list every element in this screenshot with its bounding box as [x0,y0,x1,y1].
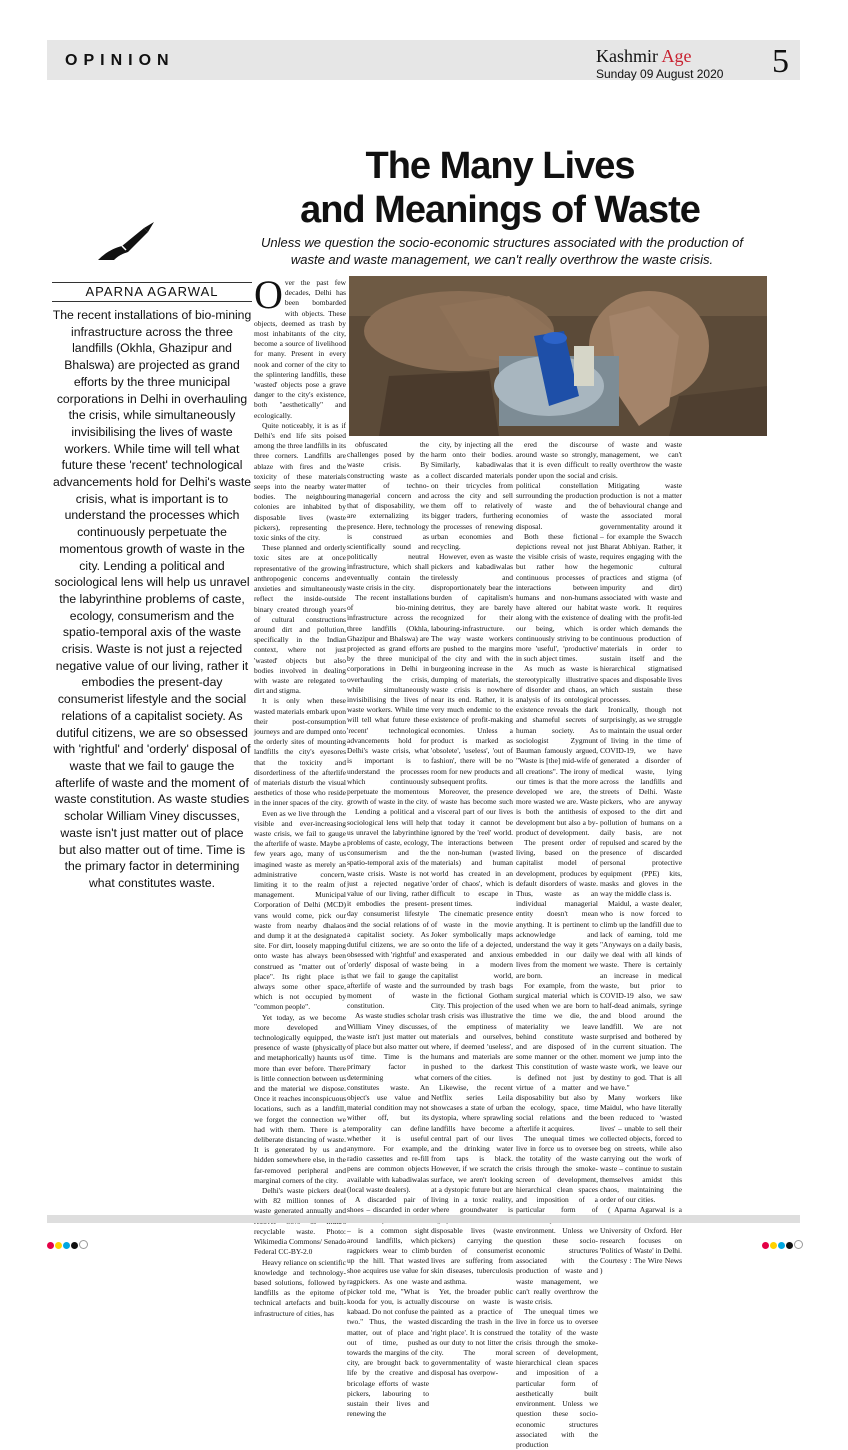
footer-dots-right [762,1236,804,1246]
color-dot [63,1242,70,1249]
headline-line-2: and Meanings of Waste [300,189,700,231]
drop-cap: O [254,272,283,317]
pen-in-hand-icon [96,222,156,262]
article-paragraph: The unequal times we live in force us to oversee the totality of the waste crisis through the smoke-screen of development, hierarchical clean spaces and imposition of a particular form of aesthetically built environment. Unless we question these socio-economic structures associated with the production [516,1307,598,1449]
article-paragraph: city, by injecting all the harm onto their bodies. Similarly, kabadiwalas collect discarded materials on their tricycles from across the city and sell them off to relatively bigger traders, furthering the processes of renewing urban economies and recycling. [431,440,513,552]
pull-quote: The recent installations of bio-mining infrastructure across the three landfills (Okhla, Ghazipur and Bhalswa) are projected as grand efforts by the three municipal corporations in Delhi in overhauling the crisis, while simultaneously invisibilising the lives of waste workers. While time will tell what future these 'recent' technological advancements hold for Delhi's waste crisis, what is important is to understand the processes which continuously perpetuate the momentous growth of waste in the city. Lending a political and sociological lens will help us unravel the labyrinthine problems of caste, ecology, consumerism and the spatio-temporal axis of the waste crisis. Waste is not just a rejected negative value of our living, rather it embodies the present-day consumerist lifestyle and the social relations of a capitalist society. As dutiful citizens, we are so obsessed with 'rightful' and 'orderly' disposal of waste that we fail to gauge the afterlife of waste and the moment of waste constitution. As waste studies scholar William Viney discusses, waste isn't just matter out of place but also matter out of time. Time is the primary factor in determining what constitutes waste. [52,308,252,890]
article-paragraph: As much as waste is stereotypically illustrative of disorder and chaos, an analysis of its ontological existence reveals the dark and shameful secrets of human society. As sociologist Zygmunt Bauman famously argued, "Waste is [the] mid-wife of all creations". The irony of our times is that the more developed we are, the more wasted we are. Waste is both the antithesis of development but also a by-product of development. [516,664,598,837]
masthead-date: Sunday 09 August 2020 [596,67,724,81]
article-column-2 [347,440,429,1419]
article-paragraph: Likewise, the recent Netflix series Leila showcases a state of urban dystopia, where sprawling landfills have become a central part of our lives and the drinking water from taps is black. However, if we scratch the surface, we aren't looking at a dystopic future but are living in a toxic reality, where groundwater is disposable lives (waste pickers) carrying the burden of consumerist lives are suffering from skin diseases, tuberculosis and asthma. [431,1082,513,1286]
article-paragraph: For example, from the surgical material which is used when we are born to the time we die, the materiality we leave behind constitute waste and are disposed of in some manner or the other. This constitution of waste is defined not just by virtue of a matter and disposability but also by the ecology, space, time social relations and the afterlife it acquires. [516,980,598,1133]
section-label: OPINION [65,52,175,69]
footer-dots-left [47,1236,89,1246]
article-paragraph: ver the past few decades, Delhi has been bombarded with objects. These objects, deemed as trash by most inhabitants of the city, become a source of livelihood for many. Present in every nook and corner of the city to the splintering landfills, these 'wasted' objects pose a grave danger to the city's existence, both "aesthetically" and ecologically. [254,278,346,420]
article-paragraph: The unequal times we live in force us to oversee the totality of the waste crisis through the smoke-screen of development, hierarchical clean spaces and imposition of a particular form of environment. Unless we question these socio-economic structures associated with the production of waste and waste management, we can't really overthrow the waste crisis. [516,1133,598,1307]
article-paragraph: The present order of living, based on the capitalist model of development, produces by default disorders of waste. Thus, waste as an individual managerial entity doesn't mean anything. It is pertinent to acknowledge and understand the way it gets embedded in our daily lives from the moment we are born. [516,837,598,980]
article-paragraph: ered the discourse around waste so strongly, that it is even difficult to ponder upon the social and political constellation surrounding the production of waste and the economies of waste disposal. [516,440,598,531]
color-dot [794,1240,803,1249]
article-paragraph: Many workers like Maidul, who have literally been reduced to 'wasted lives' – unable to sell their collected objects, forced to beg on streets, while also carrying out the work of waste – continue to sustain themselves amidst this chaos, maintaining the order of our cities. [600,1093,682,1205]
article-paragraph: Maidul, a waste dealer, who is now forced to climb up the landfill due to lack of earning, told me "Anyways on a daily basis, we deal with all kinds of waste. There is certainly an increase in medical waste, but prior to COVID-19 also, we saw half-dead animals, syringe and blood around the landfill. We are not surprised and bothered by the current situation. The moment we jump into the waste work, we leave our destiny to god. That is all we have." [600,899,682,1092]
standfirst: Unless we question the socio-economic structures associated with the production of waste and waste management, we can't really overthrow the waste crisis. [261,235,743,267]
article-paragraph: Lending a political and sociological lens will help us unravel the labyrinthine problems of caste, ecology, consumerism and the spatio-temporal axis of the waste crisis. Waste is not just a rejected negative value of our living, rather it embodies the present-day consumerist lifestyle and the social relations of a capitalist society. As dutiful citizens, we are so obsessed with 'rightful' and 'orderly' disposal of waste that we fail to gauge the afterlife of waste and the moment of waste constitution. [347,807,429,1011]
article-column-5 [600,440,683,1276]
masthead [596,47,723,81]
color-dot [71,1242,78,1249]
author-byline: APARNA AGARWAL [85,284,219,299]
article-photo [349,276,767,436]
article-paragraph: It is only when these wasted materials embark upon their post-consumption journeys and are dumped onto the orderly sites of mounting landfills the city's eyesores that the toxicity and disorderliness of the afterlife of materials disturb the visual aesthetics of those who reside in the inner spaces of the city. [254,696,346,808]
article-paragraph: Ironically, though not surprisingly, as we struggle to maintain the usual order of living in the time of COVID-19, we have generated a disorder of medical waste, lying across the landfills and streets of Delhi. Waste pickers, who are anyway exposed to the dirt and pollution of humans on a daily basis, are not repulsed and scared by the presence of discarded personal protective equipment (PPE) kits, masks and gloves in the way the middle class is. [600,705,683,898]
article-column-1 [254,272,346,1318]
article-column-3 [431,440,513,1378]
article-paragraph: Even as we live through the visible and ever-increasing waste crisis, we fail to gauge the afterlife of waste. Maybe a few years ago, many of us imagined waste as merely an administrative concern, limiting it to the realm of management. Municipal Corporation of Delhi (MCD) vans would come, pick our waste from nearby dhalaos and dump it at the designated site. For dirt, loosely mapping onto waste has always been construed as "matter out of place". Its right place is always some other space, which is not occupied by "common people". [254,808,346,1012]
article-paragraph: The cinematic presence of waste in the movie Joker symbolically maps onto the life of a dejected, exasperated and anxious being in a modern capitalist world, surrounded by trash bags in the fictional Gotham City. This projection of the trash crisis was illustrative of the emptiness of materials and ourselves, where, if deemed 'useless', humans and materials are pushed to the darkest corners of the cities. [431,909,513,1082]
color-dot [786,1242,793,1249]
masthead-title [596,47,723,65]
masthead-title-age: Age [661,46,692,66]
article-paragraph: Mitigating waste production is not a matter of behavioural change and the associated moral governmentality around it – for example the Swacch Bharat Abhiyan. Rather, it requires engaging with the hegemonic cultural practices and stigma (of impurity and dirt) associated with waste and waste work. It requires dealing with the profit-led order which demands the continuous production of materials in order to sustain itself and the hierarchical stigmatised spaces and disposable lives which sustain these processes. [600,480,682,705]
article-paragraph: of waste and waste management, we can't really overthrow the waste crisis. [600,440,682,480]
headline [250,144,750,232]
headline-line-1: The Many Lives [365,145,635,187]
article-paragraph: Moreover, the presence of waste has become such a visceral part of our lives that today it cannot be ignored by the 'reel' world. The interactions between the non-human (wasted materials) and human world has created in an 'order of chaos', which is difficult to escape in present times. [431,786,513,909]
color-dot [770,1242,777,1249]
color-dot [55,1242,62,1249]
article-paragraph: ( Aparna Agarwal is a University of Oxford. Her research focuses on 'Politics of Waste' in Delhi. Courtesy : The Wire News ) [600,1205,682,1276]
masthead-title-kashmir: Kashmir [596,46,658,66]
article-paragraph: obfuscated the challenges posed by the waste crisis. By constructing waste as a matter of techno-managerial concern and that of disposability, we are externalizing its presence. Here, technology is construed as scientifically sound and politically neutral infrastructure, which shall eventually contain the waste crisis in the city. [347,440,429,592]
article-paragraph: Heavy reliance on scientific knowledge and technology-based solutions, followed by landfills as the epitome of technical artefacts and built-infrastructure of cities, has [254,1257,346,1318]
article-paragraph: However, even as waste pickers and kabadiwalas tirelessly and disproportionately bear the burden of capitalism's detritus, they are barely recognized for their labouring-infrastructure. The way waste workers are pushed to the margins of the city and with the burgeoning increase in the dumping of materials, the waste crisis is nowhere near its end. Rather, it is very much endemic to the existence of profit-making economies. Unless a product is marked as 'obsolete', 'useless', 'out of fashion', there will be no room for new products and subsequent profits. [431,552,513,786]
article-paragraph: Yet today, as we become more developed and technologically equipped, the presence of waste (physically and metaphorically) haunts us more than ever before. There is little connection between us and the material we dispose. Once it reaches inconspicuous locations, such as a landfill, we forget the connection we had with them. There is a deliberate distancing of waste. It is generated by us and hidden somewhere else, in the far-removed peripheral and marginal corners of the city. [254,1012,346,1185]
article-paragraph: As waste studies scholar William Viney discusses, waste isn't just matter out of place but also matter out of time. Time is the primary factor in determining what constitutes waste. An object's use value and material condition may not wither off, but its temporality can define whether it is useful anymore. For example, radio cassettes and re-fill pens are common objects available with kabadiwalas (local waste dealers). [347,1011,429,1194]
article-paragraph: The recent installations of bio-mining infrastructure across the three landfills (Okhla, Ghazipur and Bhalswa) are projected as grand efforts by the three municipal corporations in Delhi in overhauling the crisis, while simultaneously invisibilising the lives of waste workers. While time will tell what future these 'recent' technological advancements hold for Delhi's waste crisis, what is important is to understand the processes which continuously perpetuate the momentous growth of waste in the city. [347,593,429,807]
article-paragraph: A discarded pair of shoes – discarded in order – is a common sight around landfills, which ragpickers wear to climb up the hill. That wasted shoe acquires use value for ragpickers. As one waste picker told me, "What is kooda for you, is actually kabaad. Do not confuse the two." Thus, the wasted matter, out of place and out of time, pushed towards the margins of the city, are brought back to life by the creative and bricolage efforts of waste pickers, labouring to sustain their lives and renewing the [347,1195,429,1419]
footer-band [47,1215,800,1223]
article-paragraph: Yet, the broader public discourse on waste is painted as a practice of discarding the trash in the 'right place'. It is construed as our duty to not litter the city. The moral governmentality of waste disposal has overpow- [431,1286,513,1378]
article-paragraph: These planned and orderly toxic sites are at once representative of the growing anthropogenic concerns and anxieties and simultaneously reflect the inside-outside binary created through years of cultural constructions around dirt and pollution, specifically in the Indian context, where not just 'wasted' objects but also bodies involved in dealing with waste are relegated to dirt and stigma. [254,543,346,696]
page-number: 5 [772,43,789,80]
article-paragraph: Both these fictional depictions reveal not just the visible crisis of waste, but rather how the continuous processes of interactions between humans and non-humans have altered our habitat along with the existence of our being, which is continuously striving to be more 'useful', 'productive' in such abject times. [516,531,598,664]
article-paragraph: Delhi's waste pickers deal with 82 million tonnes of waste generated annually and recyclable waste. Photo: Wikimedia Commons/ Senado Federal CC-BY-2.0 [254,1186,346,1257]
article-column-4 [516,440,598,1449]
article-paragraph: Quite noticeably, it is as if Delhi's end life sits poised among the three landfills in its three corners. Landfills are ablaze with fires and the toxicity of these materials seeps into the nearby water bodies. The neighbouring colonies are inhabited by disposable lives (waste pickers), representing the toxic sinks of the city. [254,420,346,543]
color-dot [47,1242,54,1249]
color-dot [778,1242,785,1249]
color-dot [79,1240,88,1249]
color-dot [762,1242,769,1249]
